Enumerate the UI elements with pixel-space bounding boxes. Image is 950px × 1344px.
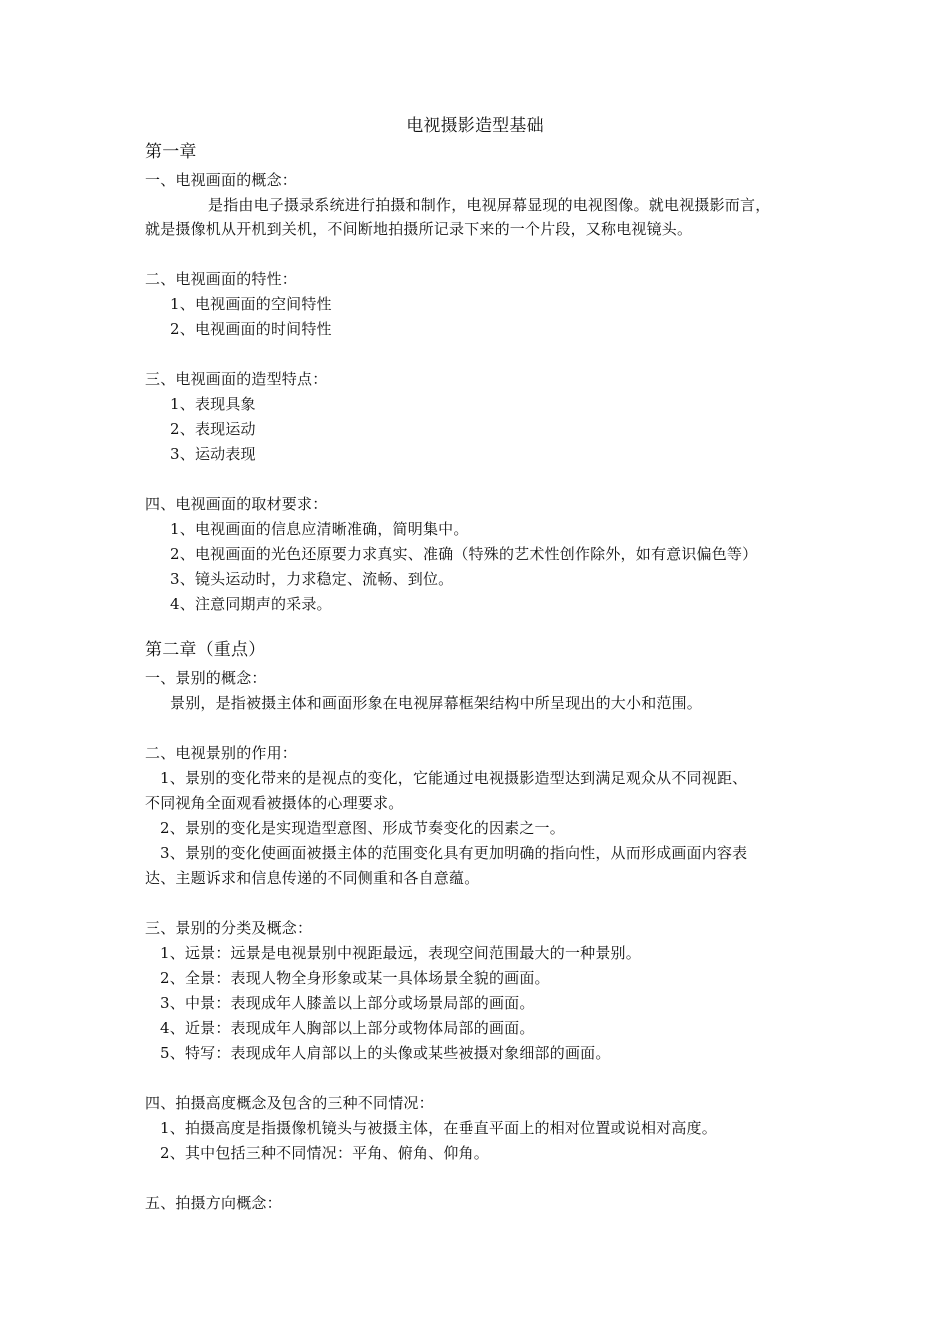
section-heading: 三、景别的分类及概念： [145,919,313,937]
document-title: 电视摄影造型基础 [406,116,544,136]
list-item: 2、其中包括三种不同情况：平角、俯角、仰角。 [160,1144,489,1162]
section-heading: 五、拍摄方向概念： [145,1194,282,1212]
list-item: 1、电视画面的空间特性 [170,295,332,313]
paragraph-line: 1、景别的变化带来的是视点的变化，它能通过电视摄影造型达到满足观众从不同视距、 [160,769,748,787]
chapter-heading: 第一章 [145,142,197,162]
list-item: 2、电视画面的时间特性 [170,320,332,338]
list-item: 4、注意同期声的采录。 [170,595,332,613]
paragraph-line: 就是摄像机从开机到关机，不间断地拍摄所记录下来的一个片段，又称电视镜头。 [145,220,693,238]
paragraph-line: 2、景别的变化是实现造型意图、形成节奏变化的因素之一。 [160,819,565,837]
section-heading: 一、电视画面的概念： [145,171,298,189]
section-heading: 一、景别的概念： [145,669,267,687]
section-heading: 三、电视画面的造型特点： [145,370,328,388]
paragraph-line: 3、景别的变化使画面被摄主体的范围变化具有更加明确的指向性，从而形成画面内容表 [160,844,748,862]
chapter-heading: 第二章（重点） [145,640,266,660]
section-heading: 二、电视景别的作用： [145,744,298,762]
list-item: 2、表现运动 [170,420,256,438]
list-item: 5、特写：表现成年人肩部以上的头像或某些被摄对象细部的画面。 [160,1044,611,1062]
section-heading: 四、拍摄高度概念及包含的三种不同情况： [145,1094,434,1112]
list-item: 2、电视画面的光色还原要力求真实、准确（特殊的艺术性创作除外，如有意识偏色等） [170,545,758,563]
list-item: 2、全景：表现人物全身形象或某一具体场景全貌的画面。 [160,969,550,987]
section-heading: 二、电视画面的特性： [145,270,298,288]
list-item: 3、镜头运动时，力求稳定、流畅、到位。 [170,570,454,588]
section-heading: 四、电视画面的取材要求： [145,495,328,513]
paragraph-line: 不同视角全面观看被摄体的心理要求。 [145,794,404,812]
list-item: 4、近景：表现成年人胸部以上部分或物体局部的画面。 [160,1019,535,1037]
paragraph-line: 景别，是指被摄主体和画面形象在电视屏幕框架结构中所呈现出的大小和范围。 [170,694,703,712]
paragraph-line: 达、主题诉求和信息传递的不同侧重和各自意蕴。 [145,869,480,887]
list-item: 1、表现具象 [170,395,256,413]
paragraph-line: 是指由电子摄录系统进行拍摄和制作，电视屏幕显现的电视图像。就电视摄影而言， [208,196,771,214]
list-item: 3、运动表现 [170,445,256,463]
list-item: 1、电视画面的信息应清晰准确，简明集中。 [170,520,469,538]
list-item: 1、拍摄高度是指摄像机镜头与被摄主体，在垂直平面上的相对位置或说相对高度。 [160,1119,717,1137]
list-item: 3、中景：表现成年人膝盖以上部分或场景局部的画面。 [160,994,535,1012]
list-item: 1、远景：远景是电视景别中视距最远，表现空间范围最大的一种景别。 [160,944,641,962]
